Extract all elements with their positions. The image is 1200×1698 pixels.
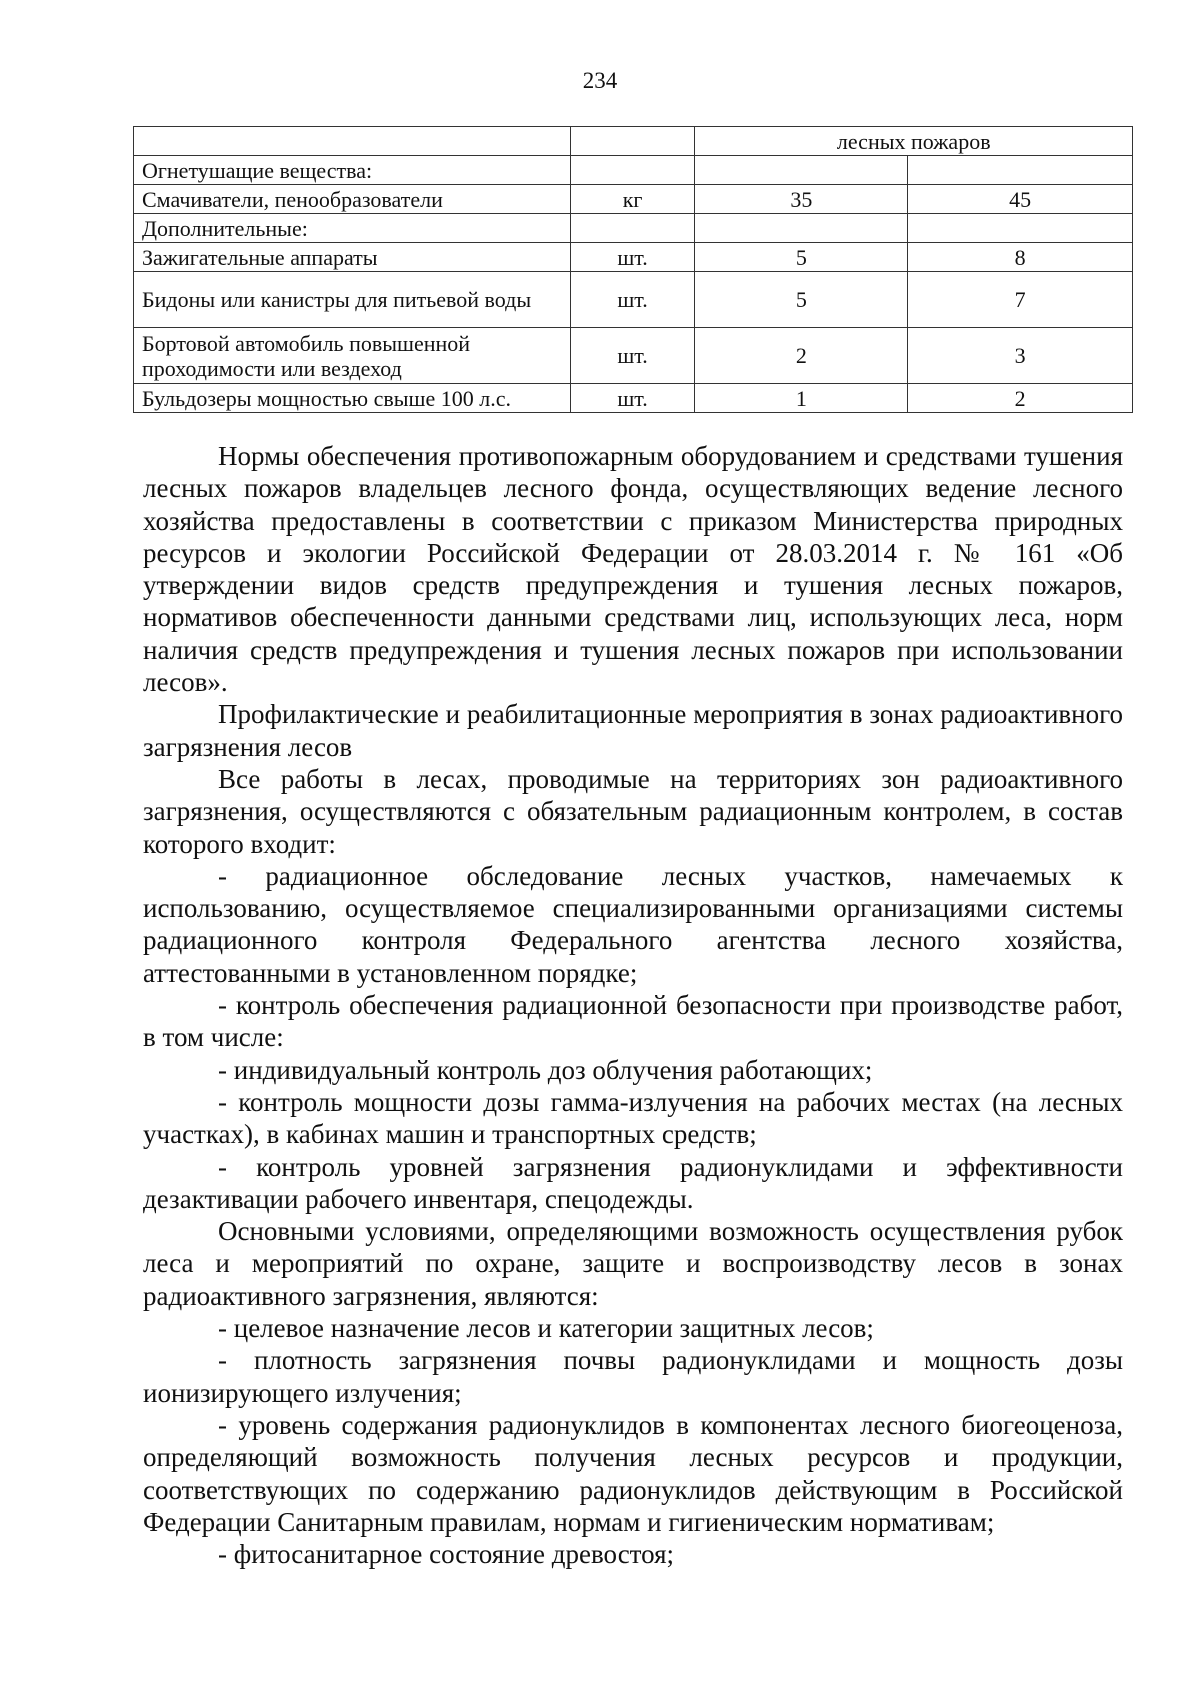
table-cell <box>570 214 695 243</box>
table-cell: Бортовой автомобиль повышенной проходимости или вездеход <box>134 328 571 384</box>
table-cell: 5 <box>695 272 908 328</box>
table-cell: шт. <box>570 328 695 384</box>
table-cell: шт. <box>570 384 695 413</box>
table-row <box>134 214 1133 243</box>
table-cell <box>908 214 1133 243</box>
table-row <box>134 127 1133 156</box>
table-cell: Дополнительные: <box>134 214 571 243</box>
table-cell: Бидоны или канистры для питьевой воды <box>134 272 571 328</box>
table-cell: 3 <box>908 328 1133 384</box>
table-cell <box>695 214 908 243</box>
list-item: - контроль уровней загрязнения радионуклидами и эффективности дезактивации рабочего инвентаря, спецодежды. <box>143 1151 1123 1214</box>
list-item: - уровень содержания радионуклидов в компонентах лесного биогеоценоза, определяющий возможность получения лесных ресурсов и продукции, соответствующих по содержанию радионуклидов действующим в Российской Федерации Санитарным правилам, нормам и гигиеническим нормативам; <box>143 1409 1123 1537</box>
list-item: - плотность загрязнения почвы радионуклидами и мощность дозы ионизирующего излучения; <box>143 1345 1123 1408</box>
table-row <box>134 328 1133 384</box>
equipment-norms-table <box>133 126 1133 413</box>
table-cell: Смачиватели, пенообразователи <box>134 185 571 214</box>
table-cell: 35 <box>695 185 908 214</box>
table-cell: 7 <box>908 272 1133 328</box>
table-cell: лесных пожаров <box>695 127 1133 156</box>
table-cell: 2 <box>695 328 908 384</box>
table-cell <box>908 156 1133 185</box>
paragraph: Все работы в лесах, проводимые на территориях зон радиоактивного загрязнения, осуществляются с обязательным радиационным контролем, в состав которого входит: <box>143 763 1123 859</box>
table-cell: 1 <box>695 384 908 413</box>
table-cell: 8 <box>908 243 1133 272</box>
list-item: - контроль мощности дозы гамма-излучения на рабочих местах (на лесных участках), в кабинах машин и транспортных средств; <box>143 1086 1123 1150</box>
section-heading: Профилактические и реабилитационные мероприятия в зонах радиоактивного загрязнения лесов <box>143 699 1123 762</box>
list-item: - фитосанитарное состояние древостоя; <box>218 1539 675 1570</box>
table-row <box>134 384 1133 413</box>
table-row <box>134 272 1133 328</box>
table-cell: Бульдозеры мощностью свыше 100 л.с. <box>134 384 571 413</box>
table-cell <box>570 156 695 185</box>
paragraph: Нормы обеспечения противопожарным оборудованием и средствами тушения лесных пожаров владельцев лесного фонда, осуществляющих ведение лесного хозяйства предоставлены в соответствии с приказом Министерства природных ресурсов и экологии Российской Федерации от 28.03.2014 г. № 161 «Об утверждении видов средств предупреждения и тушения лесных пожаров, нормативов обеспеченности данными средствами лиц, использующих леса, норм наличия средств предупреждения и тушения лесных пожаров при использовании лесов». <box>143 441 1123 698</box>
page-number: 234 <box>582 68 618 93</box>
table-cell: шт. <box>570 243 695 272</box>
table-cell: Зажигательные аппараты <box>134 243 571 272</box>
table-cell <box>134 127 571 156</box>
list-item: - индивидуальный контроль доз облучения работающих; <box>218 1054 873 1085</box>
table-row <box>134 243 1133 272</box>
table-row <box>134 185 1133 214</box>
table-cell <box>570 127 695 156</box>
table-cell: Огнетушащие вещества: <box>134 156 571 185</box>
paragraph: Основными условиями, определяющими возможность осуществления рубок леса и мероприятий по охране, защите и воспроизводству лесов в зонах радиоактивного загрязнения, являются: <box>143 1216 1123 1311</box>
list-item: - контроль обеспечения радиационной безопасности при производстве работ, в том числе: <box>143 990 1123 1053</box>
table-cell: 2 <box>908 384 1133 413</box>
table-cell: 5 <box>695 243 908 272</box>
table-cell <box>695 156 908 185</box>
list-item: - целевое назначение лесов и категории защитных лесов; <box>218 1313 874 1344</box>
body-text <box>143 440 1123 1570</box>
list-item: - радиационное обследование лесных участков, намечаемых к использованию, осуществляемое специализированными организациями системы радиационного контроля Федерального агентства лесного хозяйства, аттестованными в установленном порядке; <box>143 860 1123 988</box>
table-row <box>134 156 1133 185</box>
table-cell: 45 <box>908 185 1133 214</box>
table-cell: шт. <box>570 272 695 328</box>
table-cell: кг <box>570 185 695 214</box>
